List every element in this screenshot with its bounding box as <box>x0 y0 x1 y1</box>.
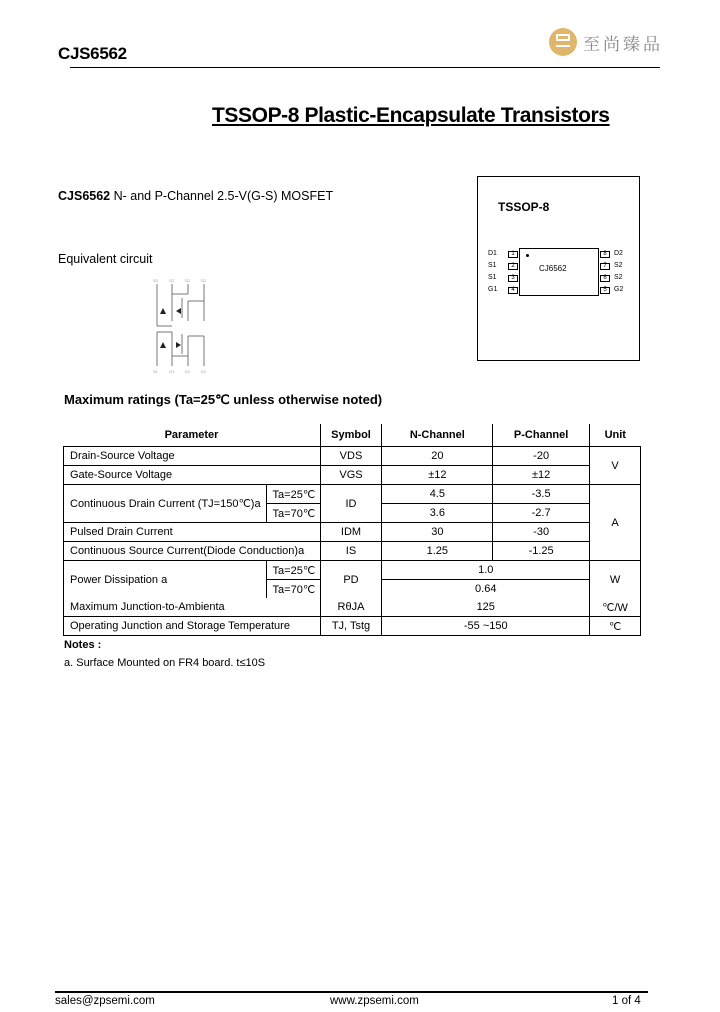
pin-label-left: S1 <box>488 262 497 269</box>
symbol-cell: IDM <box>320 523 382 542</box>
param-cell: Operating Junction and Storage Temperature <box>64 617 321 636</box>
svg-text:G2: G2 <box>169 278 175 283</box>
col-header-parameter: Parameter <box>64 424 321 447</box>
table-header-row <box>64 424 641 447</box>
pin: 3 <box>508 275 518 282</box>
unit-cell: ℃ <box>590 617 641 636</box>
value-cell: 1.0 <box>382 561 590 580</box>
table-row <box>64 617 641 636</box>
svg-text:D2: D2 <box>185 278 191 283</box>
param-cell: Power Dissipation a <box>64 561 267 599</box>
symbol-cell: PD <box>320 561 382 599</box>
p-channel-cell: -3.5 <box>493 485 590 504</box>
n-channel-cell: ±12 <box>382 466 493 485</box>
device-description <box>58 189 333 203</box>
equivalent-circuit-diagram <box>148 276 218 374</box>
n-channel-cell: 3.6 <box>382 504 493 523</box>
pin-label-right: S2 <box>614 274 623 281</box>
chip-label: CJ6562 <box>539 264 567 273</box>
svg-text:D2: D2 <box>201 278 207 283</box>
pin: 8 <box>600 251 610 258</box>
svg-text:D1: D1 <box>201 369 207 374</box>
svg-text:D1: D1 <box>185 369 191 374</box>
symbol-cell: VDS <box>320 447 382 466</box>
symbol-cell: ID <box>320 485 382 523</box>
notes-heading: Notes : <box>64 639 102 651</box>
symbol-cell: VGS <box>320 466 382 485</box>
value-cell: -55 ~150 <box>382 617 590 636</box>
pin-label-right: G2 <box>614 286 624 293</box>
condition-cell: Ta=70℃ <box>266 504 320 523</box>
max-ratings-table <box>63 424 641 636</box>
header-divider <box>70 67 660 68</box>
device-type: N- and P-Channel 2.5-V(G-S) MOSFET <box>110 189 334 203</box>
svg-text:S1: S1 <box>153 369 158 374</box>
device-part: CJS6562 <box>58 189 111 203</box>
pin-label-left: D1 <box>488 250 497 257</box>
condition-cell: Ta=70℃ <box>266 580 320 599</box>
value-cell: 0.64 <box>382 580 590 599</box>
condition-cell: Ta=25℃ <box>266 561 320 580</box>
package-title: TSSOP-8 <box>498 200 550 214</box>
pin: 1 <box>508 251 518 258</box>
footer-email[interactable]: sales@zpsemi.com <box>55 995 155 1007</box>
param-cell: Gate-Source Voltage <box>64 466 321 485</box>
page-number: 1 of 4 <box>612 995 641 1007</box>
svg-text:S2: S2 <box>153 278 158 283</box>
p-channel-cell: -2.7 <box>493 504 590 523</box>
col-header-symbol: Symbol <box>320 424 382 447</box>
param-cell: Continuous Drain Current (TJ=150℃)a <box>64 485 267 523</box>
symbol-cell: TJ, Tstg <box>320 617 382 636</box>
unit-cell: ℃/W <box>590 598 641 617</box>
n-channel-cell: 1.25 <box>382 542 493 561</box>
symbol-cell: RθJA <box>320 598 382 617</box>
chip-body <box>519 248 599 296</box>
company-logo <box>549 28 663 56</box>
pin: 5 <box>600 287 610 294</box>
pin: 6 <box>600 275 610 282</box>
col-header-unit: Unit <box>590 424 641 447</box>
pin: 2 <box>508 263 518 270</box>
n-channel-cell: 20 <box>382 447 493 466</box>
n-channel-cell: 30 <box>382 523 493 542</box>
table-row <box>64 447 641 466</box>
unit-cell: V <box>590 447 641 485</box>
footer-divider <box>55 991 648 993</box>
p-channel-cell: ±12 <box>493 466 590 485</box>
part-number-header: CJS6562 <box>58 44 127 63</box>
param-cell: Drain-Source Voltage <box>64 447 321 466</box>
pin-label-right: D2 <box>614 250 623 257</box>
document-title: TSSOP-8 Plastic-Encapsulate Transistors <box>212 104 610 127</box>
param-cell: Pulsed Drain Current <box>64 523 321 542</box>
svg-text:G1: G1 <box>169 369 175 374</box>
param-cell: Maximum Junction-to-Ambienta <box>64 598 321 617</box>
n-channel-cell: 4.5 <box>382 485 493 504</box>
max-ratings-title: Maximum ratings (Ta=25℃ unless otherwise noted) <box>64 392 383 407</box>
table-row <box>64 598 641 617</box>
value-cell: 125 <box>382 598 590 617</box>
logo-text: 至尚臻品 <box>583 34 663 55</box>
table-row <box>64 466 641 485</box>
col-header-n-channel: N-Channel <box>382 424 493 447</box>
pin-label-left: G1 <box>488 286 498 293</box>
table-row <box>64 523 641 542</box>
symbol-cell: IS <box>320 542 382 561</box>
p-channel-cell: -20 <box>493 447 590 466</box>
table-row <box>64 542 641 561</box>
note-item: a. Surface Mounted on FR4 board. t≤10S <box>64 657 266 669</box>
pin1-marker <box>526 254 529 257</box>
package-diagram <box>477 176 640 361</box>
col-header-p-channel: P-Channel <box>493 424 590 447</box>
p-channel-cell: -30 <box>493 523 590 542</box>
condition-cell: Ta=25℃ <box>266 485 320 504</box>
unit-cell: W <box>590 561 641 599</box>
p-channel-cell: -1.25 <box>493 542 590 561</box>
logo-mark-icon <box>549 28 577 56</box>
pin: 4 <box>508 287 518 294</box>
footer-website[interactable]: www.zpsemi.com <box>330 995 419 1007</box>
table-row <box>64 485 641 504</box>
unit-cell: A <box>590 485 641 561</box>
equivalent-circuit-label: Equivalent circuit <box>58 252 153 266</box>
pin-label-right: S2 <box>614 262 623 269</box>
param-cell: Continuous Source Current(Diode Conduction)a <box>64 542 321 561</box>
pin-label-left: S1 <box>488 274 497 281</box>
table-row <box>64 561 641 580</box>
pin: 7 <box>600 263 610 270</box>
